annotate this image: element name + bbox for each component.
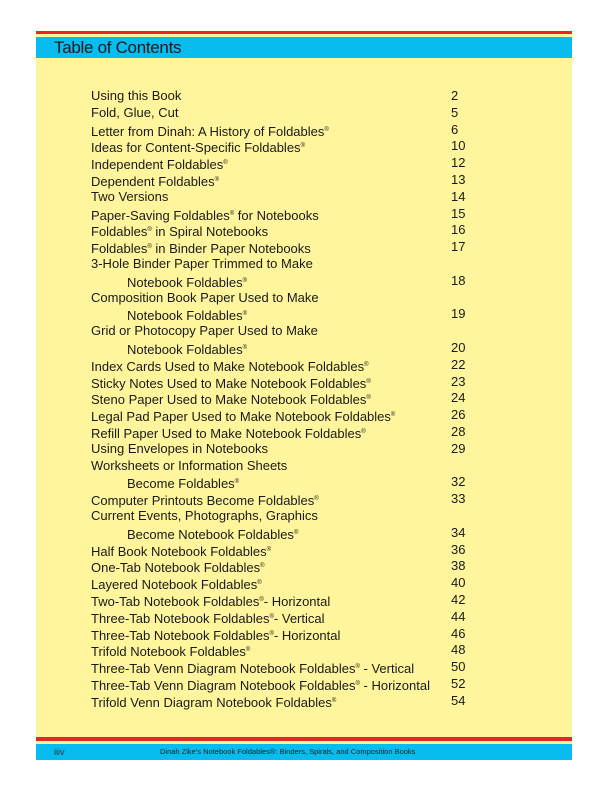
registered-mark: ® — [257, 580, 262, 587]
toc-entry — [36, 88, 572, 105]
toc-entry-page: 34 — [451, 524, 466, 540]
toc-entry-text: Index Cards Used to Make Notebook Foldables — [91, 358, 365, 374]
registered-mark: ® — [366, 378, 371, 385]
toc-entry-text: Dependent Foldables — [91, 173, 215, 189]
toc-entry-page: 38 — [451, 558, 466, 574]
toc-entry-page: 14 — [451, 188, 466, 204]
toc-entry-text: Independent Foldables — [91, 157, 224, 173]
toc-entry-text: Ideas for Content-Specific Foldables — [91, 140, 301, 156]
toc-entry-text: Composition Book Paper Used to Make — [91, 289, 319, 305]
registered-mark: ® — [266, 546, 272, 553]
toc-entry-page: 48 — [451, 642, 466, 658]
toc-entry — [36, 693, 572, 710]
toc-entry — [36, 424, 572, 441]
toc-entry-page: 10 — [451, 138, 466, 154]
registered-mark: ® — [259, 596, 264, 603]
toc-entry-page: 24 — [451, 390, 466, 406]
toc-entry — [36, 458, 572, 475]
footer-book-title: Dinah Zike's Notebook Foldables®: Binders, Spirals, and Composition Books — [160, 747, 416, 756]
toc-entry — [36, 659, 572, 676]
toc-entry-page: 36 — [451, 541, 466, 557]
toc-entry-suffix: - Vertical — [273, 610, 325, 626]
toc-entry-text: Trifold Venn Diagram Notebook Foldables — [91, 694, 332, 710]
toc-entry — [36, 525, 572, 542]
toc-entry-page: 19 — [451, 306, 466, 322]
page-title: Table of Contents — [54, 38, 182, 57]
registered-mark: ® — [355, 680, 360, 687]
toc-entry-text: Refill Paper Used to Make Notebook Foldables — [91, 425, 362, 441]
toc-list — [36, 88, 572, 709]
toc-entry — [36, 390, 572, 407]
toc-entry-suffix: - Horizontal — [359, 677, 430, 693]
toc-entry-text: Two Versions — [91, 188, 169, 204]
toc-entry — [36, 290, 572, 307]
toc-entry — [36, 558, 572, 575]
toc-entry-text: Current Events, Photographs, Graphics — [91, 507, 318, 523]
toc-entry — [36, 592, 572, 609]
toc-entry-title — [91, 105, 178, 122]
toc-entry-suffix: - Horizontal — [273, 627, 341, 643]
registered-mark: ® — [331, 697, 337, 704]
registered-mark: ® — [269, 630, 274, 637]
toc-entry — [36, 407, 572, 424]
toc-entry-page: 28 — [451, 423, 466, 439]
toc-entry — [36, 239, 572, 256]
toc-entry-page: 52 — [451, 675, 466, 691]
toc-entry-title — [91, 441, 268, 458]
footer-page-number: iiiv — [54, 747, 65, 757]
toc-entry-page: 40 — [451, 575, 466, 591]
toc-entry — [36, 676, 572, 693]
toc-entry-text: Foldables — [91, 224, 148, 240]
toc-entry-title — [91, 323, 318, 340]
toc-entry-page: 33 — [451, 491, 466, 507]
toc-entry-text: Notebook Foldables — [127, 341, 243, 357]
toc-entry — [36, 256, 572, 273]
toc-entry — [36, 222, 572, 239]
toc-entry-text: Using this Book — [91, 88, 182, 103]
toc-entry-page: 23 — [451, 373, 466, 389]
toc-entry-title — [91, 458, 287, 475]
registered-mark: ® — [366, 395, 371, 402]
toc-entry — [36, 508, 572, 525]
toc-entry-suffix: in Binder Paper Notebooks — [151, 241, 311, 257]
toc-entry — [36, 340, 572, 357]
registered-mark: ® — [269, 613, 274, 620]
toc-entry — [36, 374, 572, 391]
registered-mark: ® — [234, 479, 240, 486]
registered-mark: ® — [361, 428, 366, 435]
toc-entry-text: Two-Tab Notebook Foldables — [91, 593, 260, 609]
toc-entry-text: Trifold Notebook Foldables — [91, 644, 246, 660]
toc-entry-text: Three-Tab Venn Diagram Notebook Foldables — [91, 661, 356, 677]
registered-mark: ® — [147, 227, 152, 234]
registered-mark: ® — [314, 496, 319, 503]
registered-mark: ® — [300, 143, 305, 150]
toc-entry-page: 18 — [451, 272, 466, 288]
toc-entry-text: Notebook Foldables — [127, 308, 243, 324]
toc-entry-text: Legal Pad Paper Used to Make Notebook Foldables — [91, 409, 391, 425]
toc-entry-page: 6 — [451, 121, 459, 137]
toc-entry-suffix: for Notebooks — [234, 207, 319, 223]
toc-entry — [36, 609, 572, 626]
toc-entry-text: Become Foldables — [127, 476, 235, 492]
toc-entry-page: 13 — [451, 171, 466, 187]
toc-entry-text: Computer Printouts Become Foldables — [91, 493, 315, 509]
toc-entry-page: 16 — [451, 222, 466, 238]
toc-entry-text: Using Envelopes in Notebooks — [91, 440, 269, 456]
toc-entry-title — [91, 256, 313, 273]
toc-entry — [36, 206, 572, 223]
toc-entry-text: Letter from Dinah: A History of Foldables — [91, 123, 325, 139]
registered-mark: ® — [355, 664, 360, 671]
toc-entry-suffix: in Spiral Notebooks — [151, 224, 269, 240]
toc-entry-title — [91, 88, 181, 105]
toc-entry-text: 3-Hole Binder Paper Trimmed to Make — [91, 255, 313, 271]
registered-mark: ® — [223, 160, 228, 167]
toc-entry-page: 26 — [451, 407, 466, 423]
toc-entry — [36, 273, 572, 290]
toc-entry-text: One-Tab Notebook Foldables — [91, 560, 261, 576]
toc-entry-text: Paper-Saving Foldables — [91, 207, 230, 223]
toc-entry-text: Three-Tab Notebook Foldables — [91, 627, 270, 643]
toc-entry-title — [91, 508, 318, 525]
toc-entry-page: 44 — [451, 608, 466, 624]
toc-entry-text: Three-Tab Notebook Foldables — [91, 610, 270, 626]
toc-entry — [36, 626, 572, 643]
toc-body — [36, 58, 572, 737]
toc-entry-text: Steno Paper Used to Make Notebook Foldables — [91, 392, 367, 408]
registered-mark: ® — [245, 647, 251, 654]
registered-mark: ® — [293, 529, 299, 536]
toc-entry-text: Layered Notebook Foldables — [91, 577, 258, 593]
toc-entry — [36, 138, 572, 155]
toc-entry-text: Notebook Foldables — [127, 274, 243, 290]
toc-entry-title — [91, 290, 319, 307]
registered-mark: ® — [229, 210, 235, 217]
toc-entry — [36, 491, 572, 508]
registered-mark: ® — [242, 344, 248, 351]
toc-entry-title — [91, 189, 168, 206]
toc-entry-text: Sticky Notes Used to Make Notebook Foldables — [91, 375, 367, 391]
toc-entry — [36, 155, 572, 172]
toc-entry-text: Grid or Photocopy Paper Used to Make — [91, 323, 318, 339]
toc-entry — [36, 172, 572, 189]
toc-entry-text: Three-Tab Venn Diagram Notebook Foldables — [91, 677, 356, 693]
toc-entry-title — [91, 693, 336, 712]
toc-entry-page: 46 — [451, 625, 466, 641]
toc-entry-suffix: - Horizontal — [263, 593, 331, 609]
toc-entry — [36, 306, 572, 323]
toc-entry-text: Become Notebook Foldables — [127, 526, 294, 542]
toc-entry-page: 54 — [451, 692, 466, 708]
registered-mark: ® — [242, 277, 248, 284]
toc-entry-page: 22 — [451, 356, 466, 372]
toc-entry-page: 42 — [451, 591, 466, 607]
toc-entry — [36, 575, 572, 592]
toc-entry-page: 2 — [451, 88, 459, 103]
toc-entry — [36, 323, 572, 340]
toc-entry — [36, 642, 572, 659]
registered-mark: ® — [242, 311, 248, 318]
registered-mark: ® — [390, 412, 396, 419]
toc-entry — [36, 474, 572, 491]
toc-entry — [36, 357, 572, 374]
toc-entry-text: Foldables — [91, 241, 148, 257]
toc-entry-page: 32 — [451, 474, 466, 490]
toc-entry-page: 20 — [451, 339, 466, 355]
toc-entry — [36, 122, 572, 139]
toc-entry — [36, 441, 572, 458]
registered-mark: ® — [214, 176, 220, 183]
registered-mark: ® — [364, 361, 369, 368]
toc-entry — [36, 105, 572, 122]
registered-mark: ® — [324, 126, 329, 133]
toc-entry-page: 29 — [451, 440, 466, 456]
toc-entry — [36, 542, 572, 559]
toc-entry-page: 5 — [451, 104, 459, 120]
toc-entry-text: Worksheets or Information Sheets — [91, 457, 288, 473]
toc-entry-page: 17 — [451, 239, 466, 255]
toc-entry-page: 12 — [451, 155, 466, 171]
toc-entry — [36, 189, 572, 206]
toc-entry-page: 15 — [451, 205, 466, 221]
registered-mark: ® — [260, 563, 265, 570]
toc-entry-text: Fold, Glue, Cut — [91, 104, 179, 120]
toc-entry-suffix: - Vertical — [359, 661, 415, 677]
toc-entry-page: 50 — [451, 659, 466, 675]
toc-entry-text: Half Book Notebook Foldables — [91, 543, 267, 559]
registered-mark: ® — [147, 244, 152, 251]
